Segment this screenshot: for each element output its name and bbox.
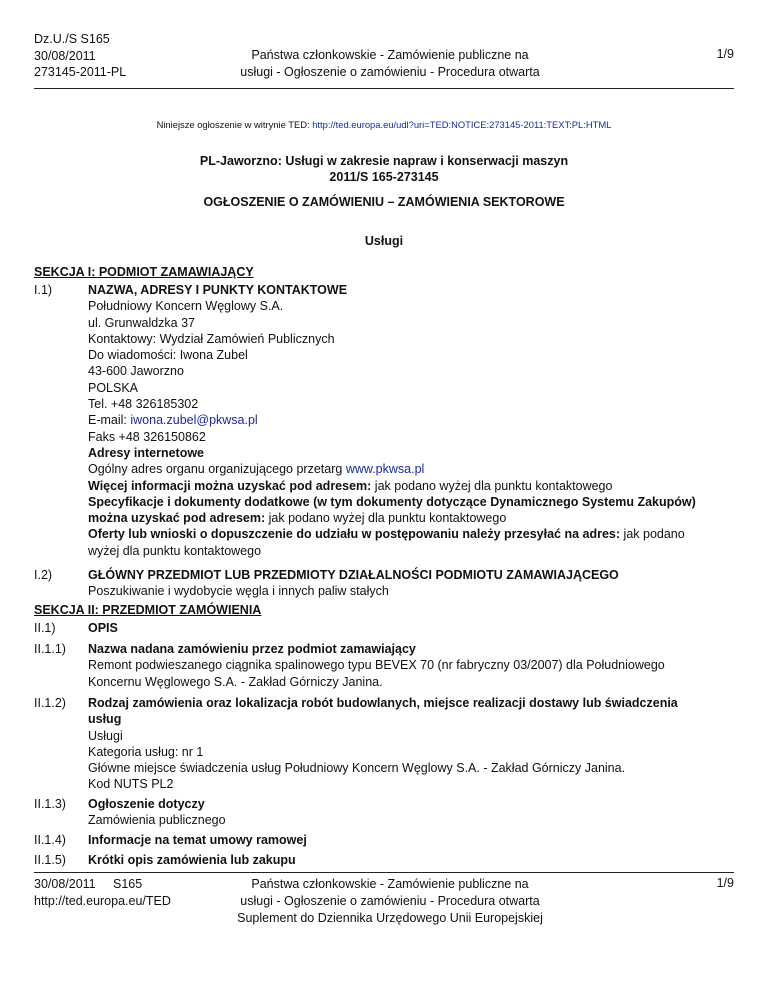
- publication-date: 30/08/2011: [34, 48, 96, 63]
- footer-title-line3: Suplement do Dziennika Urzędowego Unii Europejskiej: [237, 911, 543, 925]
- service-type: Usługi: [88, 728, 123, 743]
- footer-divider: [34, 872, 734, 873]
- section-ii12-number: II.1.2): [34, 696, 66, 710]
- email-link[interactable]: iwona.zubel@pkwsa.pl: [130, 413, 258, 428]
- footer-url: http://ted.europa.eu/TED: [34, 894, 171, 908]
- ted-notice-text: Niniejsze ogłoszenie w witrynie TED:: [156, 119, 310, 130]
- document-title-line1: PL-Jaworzno: Usługi w zakresie napraw i konserwacji maszyn: [199, 154, 569, 168]
- organization-name: Południowy Koncern Węglowy S.A.: [88, 299, 284, 314]
- email-label: E-mail:: [88, 413, 131, 428]
- contract-notice-title: OGŁOSZENIE O ZAMÓWIENIU – ZAMÓWIENIA SEKTOROWE: [203, 195, 565, 209]
- contract-type: Usługi: [364, 234, 404, 248]
- offers-line: [88, 526, 734, 542]
- header-title-line1: Państwa członkowskie - Zamówienie publiczne na: [251, 48, 529, 62]
- more-info-label: Więcej informacji można uzyskać pod adresem:: [88, 478, 372, 493]
- service-place: Główne miejsce świadczenia usług Południowy Koncern Węglowy S.A. - Zakład Górniczy Janina.: [88, 761, 626, 776]
- street-address: ul. Grunwaldzka 37: [88, 315, 196, 330]
- footer-date: 30/08/2011: [34, 877, 96, 891]
- spec-value: jak podano wyżej dla punktu kontaktowego: [265, 511, 507, 526]
- section-ii13-value: Zamówienia publicznego: [88, 813, 226, 828]
- section-i2-number: I.2): [34, 568, 53, 582]
- footer-title: [180, 876, 600, 927]
- section-ii11-number: II.1.1): [34, 642, 66, 656]
- section-i2-title: GŁÓWNY PRZEDMIOT LUB PRZEDMIOTY DZIAŁALNOŚCI PODMIOTU ZAMAWIAJĄCEGO: [88, 568, 619, 582]
- internet-addresses-heading: Adresy internetowe: [88, 445, 205, 460]
- document-title-line2: 2011/S 165-273145: [329, 170, 439, 184]
- section-ii12-title-line1: Rodzaj zamówienia oraz lokalizacja robót budowlanych, miejsce realizacji dostawy lub świadczenia: [88, 696, 678, 710]
- footer-title-line1: Państwa członkowskie - Zamówienie publiczne na: [251, 877, 529, 891]
- section-i1-title: NAZWA, ADRESY I PUNKTY KONTAKTOWE: [88, 283, 348, 297]
- document-title: [0, 153, 768, 185]
- telephone: Tel. +48 326185302: [88, 397, 199, 412]
- footer-series: S165: [113, 877, 143, 891]
- service-category: Kategoria usług: nr 1: [88, 744, 204, 759]
- section-1-heading: SEKCJA I: PODMIOT ZAMAWIAJĄCY: [34, 265, 254, 279]
- postal-code-city: 43-600 Jaworzno: [88, 364, 184, 379]
- country: POLSKA: [88, 380, 139, 395]
- footer-title-line2: usługi - Ogłoszenie o zamówieniu - Procedura otwarta: [240, 894, 540, 908]
- section-i1: [34, 282, 734, 559]
- section-i1-number: I.1): [34, 283, 53, 297]
- section-2-heading: SEKCJA II: PRZEDMIOT ZAMÓWIENIA: [34, 603, 262, 617]
- section-ii1-number: II.1): [34, 621, 56, 635]
- section-ii14-number: II.1.4): [34, 833, 66, 847]
- offers-label: Oferty lub wnioski o dopuszczenie do udziału w postępowaniu należy przesyłać na adres:: [88, 527, 621, 542]
- header-title-line2: usługi - Ogłoszenie o zamówieniu - Procedura otwarta: [240, 65, 540, 79]
- section-ii11-title: Nazwa nadana zamówieniu przez podmiot zamawiający: [88, 642, 416, 656]
- nuts-code: Kod NUTS PL2: [88, 777, 174, 792]
- section-ii15-title: Krótki opis zamówienia lub zakupu: [88, 853, 296, 867]
- ted-notice-link[interactable]: http://ted.europa.eu/udl?uri=TED:NOTICE:273145-2011:TEXT:PL:HTML: [312, 119, 612, 130]
- header-divider: [34, 88, 734, 89]
- header-page-number: 1/9: [716, 47, 734, 61]
- spec-line2: [88, 510, 734, 526]
- section-ii14-title: Informacje na temat umowy ramowej: [88, 833, 307, 847]
- attention-person: Do wiadomości: Iwona Zubel: [88, 348, 248, 363]
- spec-label-line2: można uzyskać pod adresem:: [88, 511, 266, 526]
- section-ii1-title: OPIS: [88, 621, 118, 635]
- offers-value-part2: wyżej dla punktu kontaktowego: [88, 543, 262, 558]
- fax: Faks +48 326150862: [88, 429, 206, 444]
- spec-label-line1: Specyfikacje i dokumenty dodatkowe (w tym dokumenty dotyczące Dynamicznego Systemu Zakupów): [88, 494, 696, 509]
- journal-reference: Dz.U./S S165: [34, 32, 110, 46]
- offers-value-part1: jak podano: [620, 527, 685, 542]
- section-i2: [34, 567, 734, 600]
- more-info-value: jak podano wyżej dla punktu kontaktowego: [371, 478, 613, 493]
- section-ii12: [34, 695, 734, 793]
- section-ii13: [34, 796, 734, 829]
- section-ii13-number: II.1.3): [34, 797, 66, 811]
- general-address-label: Ogólny adres organu organizującego przetarg: [88, 462, 346, 477]
- section-ii15: [34, 852, 734, 868]
- document-id: 273145-2011-PL: [34, 65, 127, 79]
- section-ii12-title-line2: usług: [88, 712, 122, 727]
- section-i2-value: Poszukiwanie i wydobycie węgla i innych paliw stałych: [88, 584, 389, 599]
- section-ii1: [34, 620, 734, 636]
- section-ii15-number: II.1.5): [34, 853, 66, 867]
- ted-notice: [0, 119, 768, 130]
- email-line: [88, 412, 734, 428]
- section-ii13-title: Ogłoszenie dotyczy: [88, 797, 205, 811]
- contract-name-line1: Remont podwieszanego ciągnika spalinowego typu BEVEX 70 (nr fabryczny 03/2007) dla Południowego: [88, 658, 665, 673]
- section-ii14: [34, 832, 734, 848]
- contact-department: Kontaktowy: Wydział Zamówień Publicznych: [88, 331, 335, 346]
- header-title: [200, 47, 580, 81]
- footer-date-series: [34, 876, 171, 893]
- header-reference-block: [34, 31, 126, 81]
- general-address-link[interactable]: www.pkwsa.pl: [345, 462, 425, 477]
- more-info-line: [88, 478, 734, 494]
- footer-left: [34, 876, 171, 910]
- section-ii11: [34, 641, 734, 690]
- general-address-line: [88, 461, 734, 477]
- footer-page-number: 1/9: [716, 876, 734, 890]
- contract-name-line2: Koncernu Węglowego S.A. - Zakład Górniczy Janina.: [88, 674, 383, 689]
